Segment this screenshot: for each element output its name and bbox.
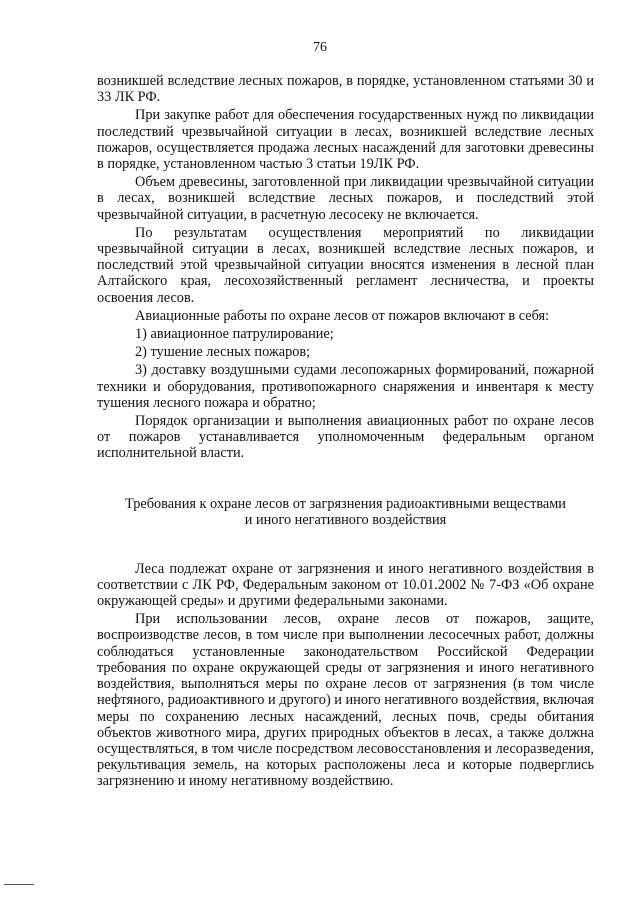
paragraph-procurement: При закупке работ для обеспечения государственных нужд по ликвидации последствий чрезвычайной ситуации в лесах, возникшей вследствие лесных пожаров, осуществляется продажа лесных насаждений для заготовки древесины в порядке, установленном частью 3 статьи 19ЛК РФ. [97, 107, 594, 173]
paragraph-environmental-requirements: При использовании лесов, охране лесов от пожаров, защите, воспроизводстве лесов, в том числе при выполнении лесосечных работ, должны соблюдаться установленные законодательством Российской Федерации требования по охране окружающей среды от загрязнения и иного негативного воздействия, выполняться меры по охране лесов от загрязнения (в том числе нефтяного, радиоактивного и другого) и иного негативного воздействия, включая меры по сохранению лесных насаждений, лесных почв, среды обитания объектов животного мира, других природных объектов в лесах, а также должна осуществляться, в том числе посредством лесовосстановления и лесоразведения, рекультивация земель, на которых расположены леса и которые подверглись загрязнению и иному негативному воздействию. [97, 611, 594, 790]
paragraph-emergency-results: По результатам осуществления мероприятий по ликвидации чрезвычайной ситуации в лесах, возникшей вследствие лесных пожаров, и последствий этой чрезвычайной ситуации вносятся изменения в лесной план Алтайского края, лесохозяйственный регламент лесничества, и проекты освоения лесов. [97, 224, 594, 306]
paragraph-aviation-procedure: Порядок организации и выполнения авиационных работ по охране лесов от пожаров устанавливается уполномоченным федеральным органом исполнительной власти. [97, 413, 594, 462]
section-heading-line2: и иного негативного воздействия [244, 512, 447, 529]
section-heading-line1: Требования к охране лесов от загрязнения радиоактивными веществами [125, 495, 566, 512]
footer-divider [4, 884, 34, 885]
page-number: 76 [313, 40, 327, 55]
paragraph-continuation: возникшей вследствие лесных пожаров, в порядке, установленном статьями 30 и 33 ЛК РФ. [97, 73, 594, 106]
document-body [97, 73, 594, 790]
paragraph-pollution-protection: Леса подлежат охране от загрязнения и иного негативного воздействия в соответствии с ЛК РФ, Федеральным законом от 10.01.2002 № 7-ФЗ «Об охране окружающей среды» и другими федеральными законами. [97, 560, 594, 610]
paragraph-aviation-works: Авиационные работы по охране лесов от пожаров включают в себя: [135, 307, 550, 324]
section-heading [97, 496, 594, 529]
list-item-delivery: 3) доставку воздушными судами лесопожарных формирований, пожарной техники и оборудования, противопожарного снаряжения и инвентаря к месту тушения лесного пожара и обратно; [97, 362, 594, 411]
list-item-extinguishing: 2) тушение лесных пожаров; [135, 344, 311, 361]
list-item-patrol: 1) авиационное патрулирование; [135, 326, 334, 343]
paragraph-timber-volume: Объем древесины, заготовленной при ликвидации чрезвычайной ситуации в лесах, возникшей вследствие лесных пожаров, и последствий этой чрезвычайной ситуации, в расчетную лесосеку не включается. [97, 174, 594, 223]
